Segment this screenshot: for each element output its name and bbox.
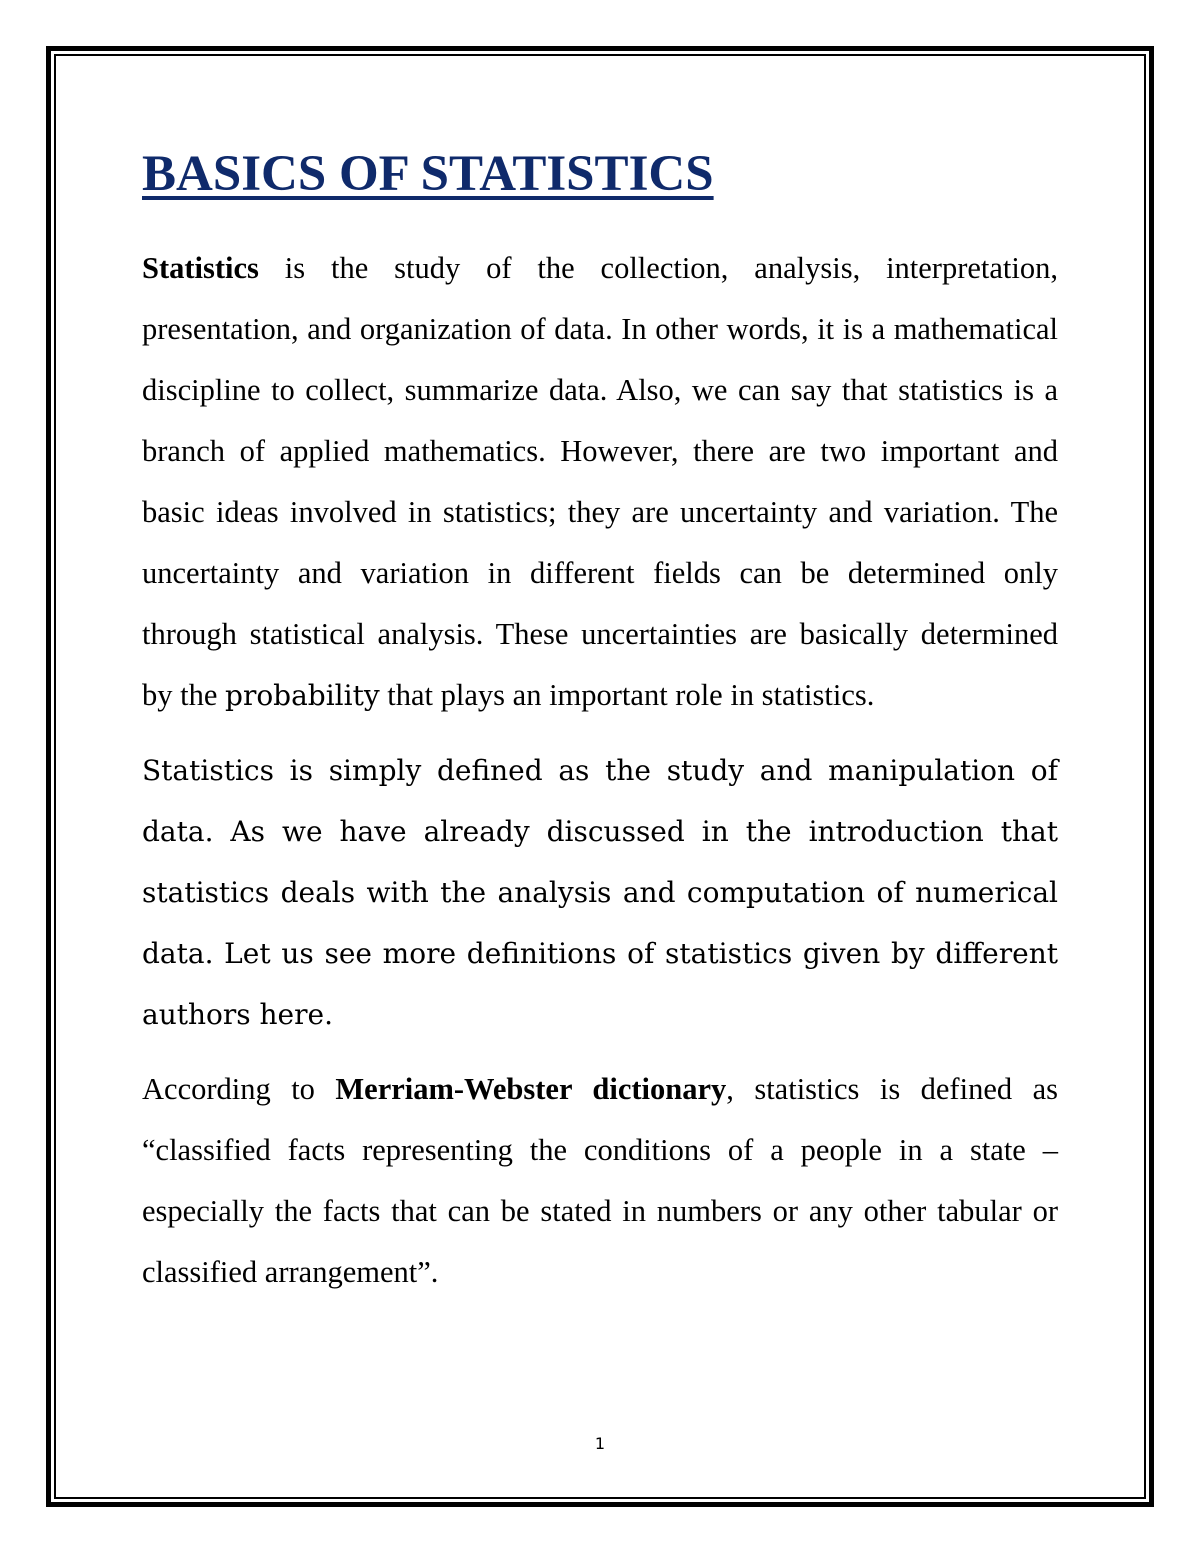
source-merriam-webster: Merriam-Webster dictionary — [335, 1072, 727, 1106]
paragraph-simple-definition-text: Statistics is simply defined as the study and manipulation of data. As we have already discussed in the introduction that statistics deals with the analysis and computation of numerical data. Let us see more definitions of statistics given by different authors here. — [142, 754, 1058, 1031]
paragraph-merriam-webster-text-b: , statistics is defined as “classified facts representing the conditions of a people in a state – especially the facts that can be stated in numbers or any other tabular or classified arrangement”. — [142, 1072, 1058, 1289]
page-number: 1 — [594, 1434, 606, 1453]
paragraph-definition — [142, 238, 1058, 726]
page-title: BASICS OF STATISTICS — [142, 146, 714, 202]
paragraph-definition-text-b: that plays an important role in statistics. — [379, 678, 875, 712]
paragraph-merriam-webster — [142, 1059, 1058, 1303]
term-statistics: Statistics — [142, 251, 259, 285]
page-content — [142, 140, 1058, 1303]
paragraph-merriam-webster-text-a: According to — [142, 1072, 336, 1106]
paragraph-definition-text-a: is the study of the collection, analysis, interpretation, presentation, and organization of data. In other words, it is a mathematical discipline to collect, summarize data. Also, we can say that statistics is a branch of applied mathematics. However, there are two important and basic ideas involved in statistics; they are uncertainty and variation. The uncertainty and variation in different fields can be determined only through statistical analysis. These uncertainties are basically determined by the — [142, 251, 1058, 712]
paragraph-simple-definition — [142, 740, 1058, 1045]
term-probability[interactable]: probability — [225, 679, 380, 712]
